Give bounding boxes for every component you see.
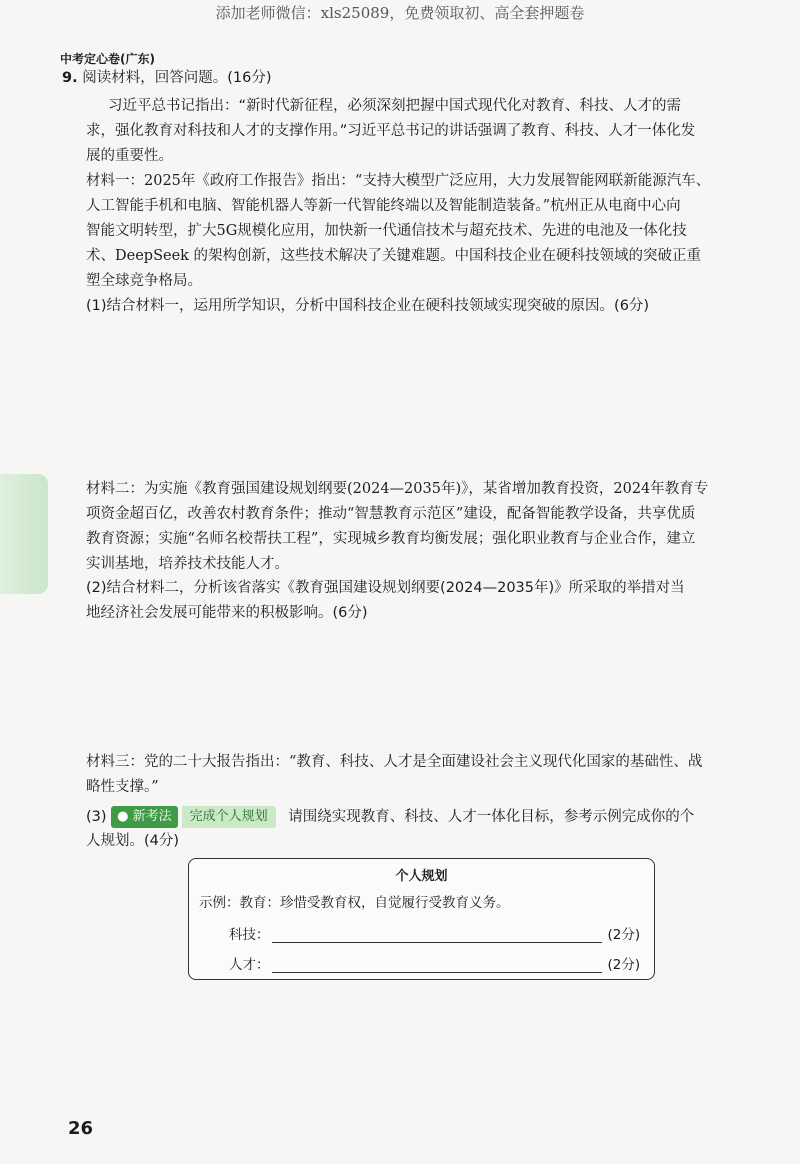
subquestion-3-line-2: 人规划。(4分) <box>86 833 180 849</box>
material1-line-4: 术、DeepSeek 的架构创新，这些技术解决了关键难题。中国科技企业在硬科技领域的突破正重 <box>86 248 702 264</box>
material2-line-2: 项资金超百亿，改善农村教育条件；推动“智慧教育示范区”建设，配备智能教学设备，共享优质 <box>86 506 696 522</box>
subquestion-3-text: 请围绕实现教育、科技、人才一体化目标，参考示例完成你的个 <box>288 809 695 825</box>
new-method-label: 新考法 <box>132 809 172 824</box>
plan-row-talent <box>229 953 640 973</box>
answer-line-tech[interactable] <box>272 928 602 943</box>
subquestion-1: (1)结合材料一，运用所学知识，分析中国科技企业在硬科技领域实现突破的原因。(6分) <box>86 298 650 314</box>
side-tab <box>0 474 48 594</box>
subquestion-3-prefix: (3) <box>86 809 107 825</box>
question-number: 9. <box>62 70 78 86</box>
watermark: 添加老师微信：xls25089，免费领取初、高全套押题卷 <box>215 4 585 22</box>
personal-plan-box <box>188 858 655 980</box>
plan-row-points: (2分) <box>607 927 641 943</box>
material1-line-5: 塑全球竞争格局。 <box>86 273 202 289</box>
material3-line-2: 略性支撑。” <box>86 779 159 795</box>
page-number: 26 <box>68 1118 94 1139</box>
plan-row-tech <box>229 923 640 943</box>
question-prompt-line <box>62 68 271 88</box>
material2-line-1: 材料二：为实施《教育强国建设规划纲要(2024—2035年)》，某省增加教育投资，2024年教育专 <box>86 481 709 497</box>
plan-example: 示例：教育：珍惜受教育权，自觉履行受教育义务。 <box>199 895 510 911</box>
material1-line-1: 材料一：2025年《政府工作报告》指出：“支持大模型广泛应用，大力发展智能网联新能源汽车、 <box>86 173 711 189</box>
material1-line-3: 智能文明转型，扩大5G规模化应用，加快新一代通信技术与超充技术、先进的电池及一体化技 <box>86 223 687 239</box>
material2-line-3: 教育资源；实施“名师名校帮扶工程”，实现城乡教育均衡发展；强化职业教育与企业合作，建立 <box>86 531 696 547</box>
subquestion-3-line-1 <box>86 806 694 828</box>
plan-row-label: 人才： <box>229 957 270 973</box>
answer-line-talent[interactable] <box>272 958 602 973</box>
lightbulb-icon: ● <box>117 809 129 824</box>
question-prompt: 阅读材料，回答问题。(16分) <box>82 70 272 86</box>
intro-line-3: 展的重要性。 <box>86 148 173 164</box>
badge-tip: 完成个人规划 <box>182 806 276 828</box>
material1-line-2: 人工智能手机和电脑、智能机器人等新一代智能终端以及智能制造装备。”杭州正从电商中心向 <box>86 198 681 214</box>
material2-line-4: 实训基地，培养技术技能人才。 <box>86 556 289 572</box>
plan-row-points: (2分) <box>607 957 641 973</box>
plan-title: 个人规划 <box>395 869 448 884</box>
plan-row-label: 科技： <box>229 927 270 943</box>
intro-line-2: 求，强化教育对科技和人才的支撑作用。”习近平总书记的讲话强调了教育、科技、人才一体化发 <box>86 123 696 139</box>
material3-line-1: 材料三：党的二十大报告指出：“教育、科技、人才是全面建设社会主义现代化国家的基础性、战 <box>86 754 703 770</box>
intro-line-1: 习近平总书记指出：“新时代新征程，必须深刻把握中国式现代化对教育、科技、人才的需 <box>108 98 682 114</box>
subquestion-2-line-2: 地经济社会发展可能带来的积极影响。(6分) <box>86 605 368 621</box>
new-method-badge <box>111 806 178 828</box>
subquestion-2-line-1: (2)结合材料二，分析该省落实《教育强国建设规划纲要(2024—2035年)》所采取的举措对当 <box>86 580 685 596</box>
paper-header: 中考定心卷(广东) <box>60 52 155 66</box>
